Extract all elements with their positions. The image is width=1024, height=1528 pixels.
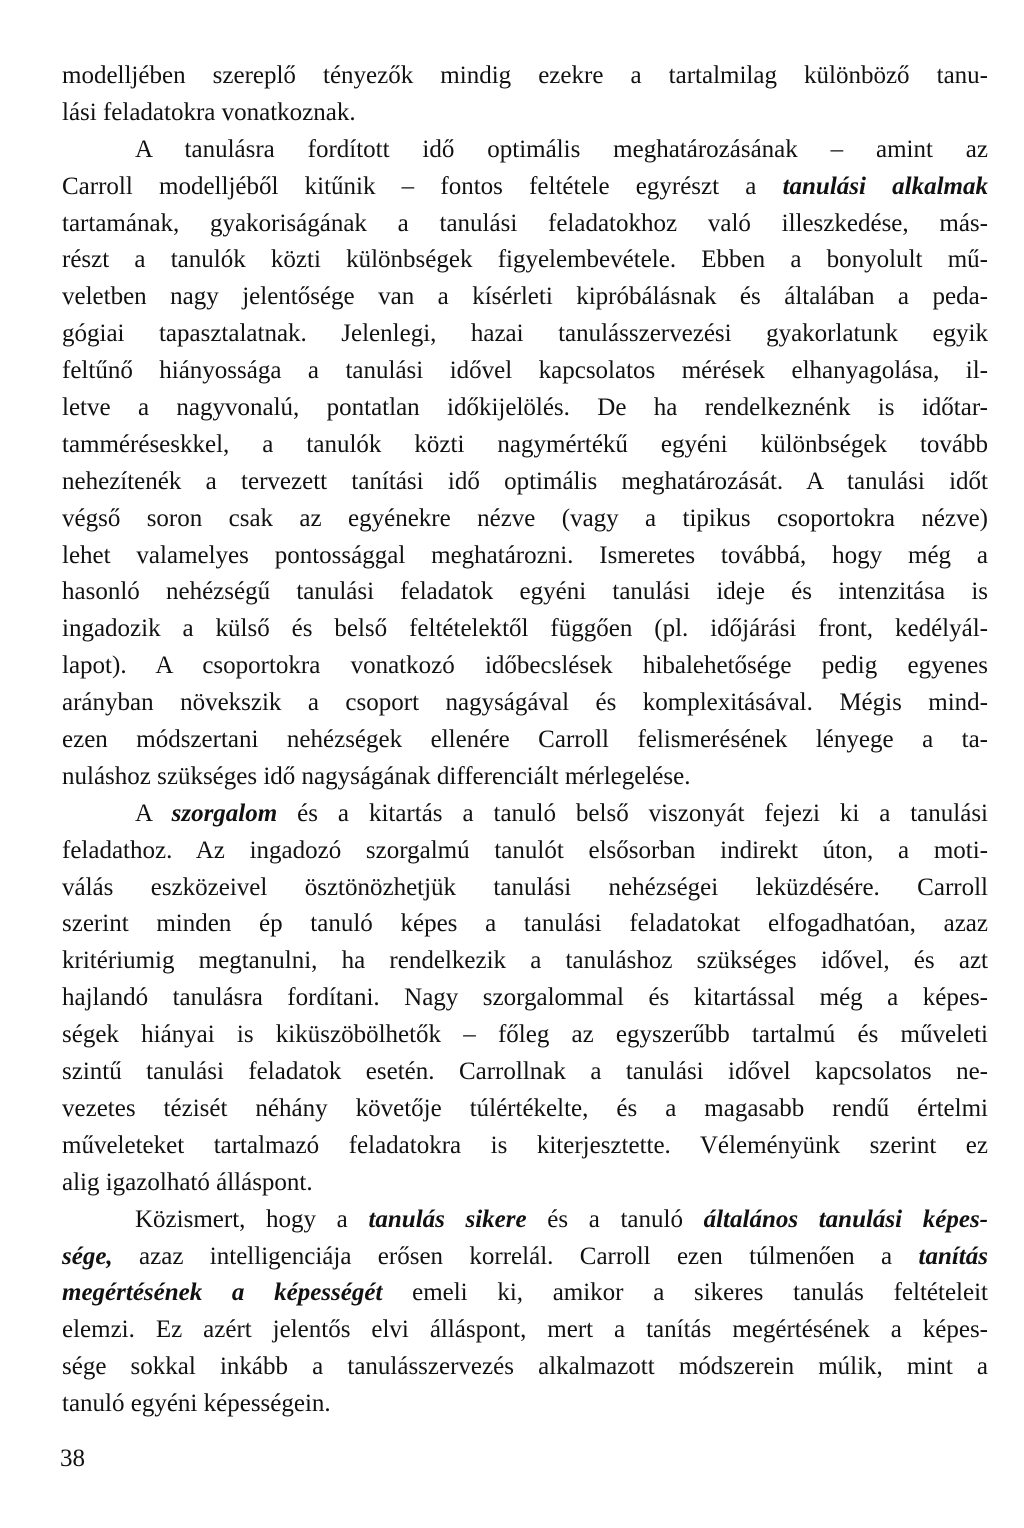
text-segment: hajlandó tanulásra fordítani. Nagy szorgalommal és kitartással még a képes- — [62, 984, 988, 1012]
text-segment: modelljében szereplő tényezők mindig ezekre a tartalmilag különböző tanu- — [62, 62, 988, 89]
text-segment: A tanulásra fordított idő optimális meghatározásának – amint az — [135, 135, 988, 163]
emphasized-term: sége, — [62, 1242, 113, 1270]
text-segment: emeli ki, amikor a sikeres tanulás feltételeit — [382, 1279, 988, 1307]
text-segment: ingadozik a külső és belső feltételektől függően (pl. időjárási front, kedélyál- — [62, 615, 988, 643]
emphasized-term: szorgalom — [171, 799, 278, 827]
text-segment: arányban növekszik a csoport nagyságával és komplexitásával. Mégis mind- — [62, 689, 988, 717]
text-line — [62, 169, 988, 206]
emphasized-term: megértésének a képességét — [62, 1279, 383, 1307]
text-segment: szintű tanulási feladatok esetén. Carrollnak a tanulási idővel kapcsolatos ne- — [62, 1058, 988, 1086]
text-line — [62, 1202, 988, 1239]
page-number: 38 — [60, 1445, 85, 1472]
text-line — [62, 1275, 988, 1312]
text-segment: tamméréseskkel, a tanulók közti nagymértékű egyéni különbségek tovább — [62, 430, 988, 458]
emphasized-term: tanítás — [918, 1242, 988, 1270]
text-line — [62, 833, 988, 870]
text-segment: Carroll modelljéből kitűnik – fontos feltétele egyrészt a — [62, 172, 783, 200]
text-line — [62, 279, 988, 316]
text-segment: hasonló nehézségű tanulási feladatok egyéni tanulási ideje és intenzitása is — [62, 578, 988, 606]
text-segment: végső soron csak az egyénekre nézve (vagy a tipikus csoportokra nézve) — [62, 504, 988, 532]
text-line — [62, 611, 988, 648]
text-segment: elemzi. Ez azért jelentős elvi álláspont, mert a tanítás megértésének a képes- — [62, 1316, 988, 1344]
text-line — [62, 1239, 988, 1276]
text-segment: és a tanuló — [526, 1205, 704, 1233]
emphasized-term: tanulási alkalmak — [782, 172, 988, 200]
text-line — [62, 1312, 988, 1349]
text-line — [62, 722, 988, 759]
text-line — [62, 316, 988, 353]
text-line — [62, 1054, 988, 1091]
text-segment: és a kitartás a tanuló belső viszonyát fejezi ki a tanulási — [277, 799, 988, 827]
text-segment: vezetes tézisét néhány követője túlértékelte, és a magasabb rendű értelmi — [62, 1094, 988, 1122]
text-line — [62, 980, 988, 1017]
text-segment: lehet valamelyes pontossággal meghatározni. Ismeretes továbbá, hogy még a — [62, 541, 988, 569]
text-segment: tartamának, gyakoriságának a tanulási feladatokhoz való illeszkedése, más- — [62, 209, 988, 237]
text-line — [62, 1386, 988, 1423]
text-line — [62, 427, 988, 464]
text-segment: gógiai tapasztalatnak. Jelenlegi, hazai tanulásszervezési gyakorlatunk egyik — [62, 320, 988, 348]
text-segment: nuláshoz szükséges idő nagyságának differenciált mérlegelése. — [62, 762, 691, 790]
emphasized-term: általános tanulási képes- — [703, 1205, 988, 1233]
text-line — [62, 1091, 988, 1128]
text-segment: ezen módszertani nehézségek ellenére Carroll felismerésének lényege a ta- — [62, 726, 988, 754]
text-segment: feltűnő hiányossága a tanulási idővel kapcsolatos mérések elhanyagolása, il- — [62, 357, 988, 385]
text-segment: lapot). A csoportokra vonatkozó időbecslések hibalehetősége pedig egyenes — [62, 652, 988, 680]
text-line — [62, 870, 988, 907]
text-line — [62, 538, 988, 575]
text-segment: tanuló egyéni képességein. — [62, 1390, 331, 1418]
text-line — [62, 796, 988, 833]
text-segment: műveleteket tartalmazó feladatokra is kiterjesztette. Véleményünk szerint ez — [62, 1131, 988, 1159]
emphasized-term: tanulás sikere — [368, 1205, 527, 1233]
text-line — [62, 759, 988, 796]
text-line — [62, 206, 988, 243]
text-line — [62, 943, 988, 980]
text-segment: alig igazolható álláspont. — [62, 1168, 313, 1196]
text-line — [62, 58, 988, 95]
text-segment: válás eszközeivel ösztönözhetjük tanulási nehézségei leküzdésére. Carroll — [62, 873, 988, 901]
text-line — [62, 906, 988, 943]
text-segment: részt a tanulók közti különbségek figyelembevétele. Ebben a bonyolult mű- — [62, 246, 988, 274]
text-line — [62, 501, 988, 538]
text-segment: A — [135, 799, 172, 827]
text-line — [62, 390, 988, 427]
text-segment: letve a nagyvonalú, pontatlan időkijelölés. De ha rendelkeznénk is időtar- — [62, 394, 988, 422]
text-segment: ségek hiányai is kiküszöbölhetők – főleg az egyszerűbb tartalmú és műveleti — [62, 1021, 988, 1049]
body-text — [62, 58, 988, 1423]
text-line — [62, 648, 988, 685]
text-segment: Közismert, hogy a — [135, 1205, 369, 1233]
text-line — [62, 574, 988, 611]
text-segment: feladathoz. Az ingadozó szorgalmú tanulót elsősorban indirekt úton, a moti- — [62, 836, 988, 864]
text-line — [62, 1349, 988, 1386]
text-segment: szerint minden ép tanuló képes a tanulási feladatokat elfogadhatóan, azaz — [62, 910, 988, 938]
text-segment: azaz intelligenciája erősen korrelál. Carroll ezen túlmenően a — [112, 1242, 919, 1270]
text-line — [62, 242, 988, 279]
text-segment: sége sokkal inkább a tanulásszervezés alkalmazott módszerein múlik, mint a — [62, 1353, 988, 1381]
text-line — [62, 1165, 988, 1202]
text-segment: lási feladatokra vonatkoznak. — [62, 98, 356, 126]
text-line — [62, 1128, 988, 1165]
text-line — [62, 1017, 988, 1054]
text-line — [62, 685, 988, 722]
text-segment: kritériumig megtanulni, ha rendelkezik a tanuláshoz szükséges idővel, és azt — [62, 947, 988, 975]
text-segment: nehezítenék a tervezett tanítási idő optimális meghatározását. A tanulási időt — [62, 467, 988, 495]
text-line — [62, 464, 988, 501]
text-segment: veletben nagy jelentősége van a kísérleti kipróbálásnak és általában a peda- — [62, 283, 988, 311]
text-line — [62, 95, 988, 132]
text-line — [62, 132, 988, 169]
text-line — [62, 353, 988, 390]
